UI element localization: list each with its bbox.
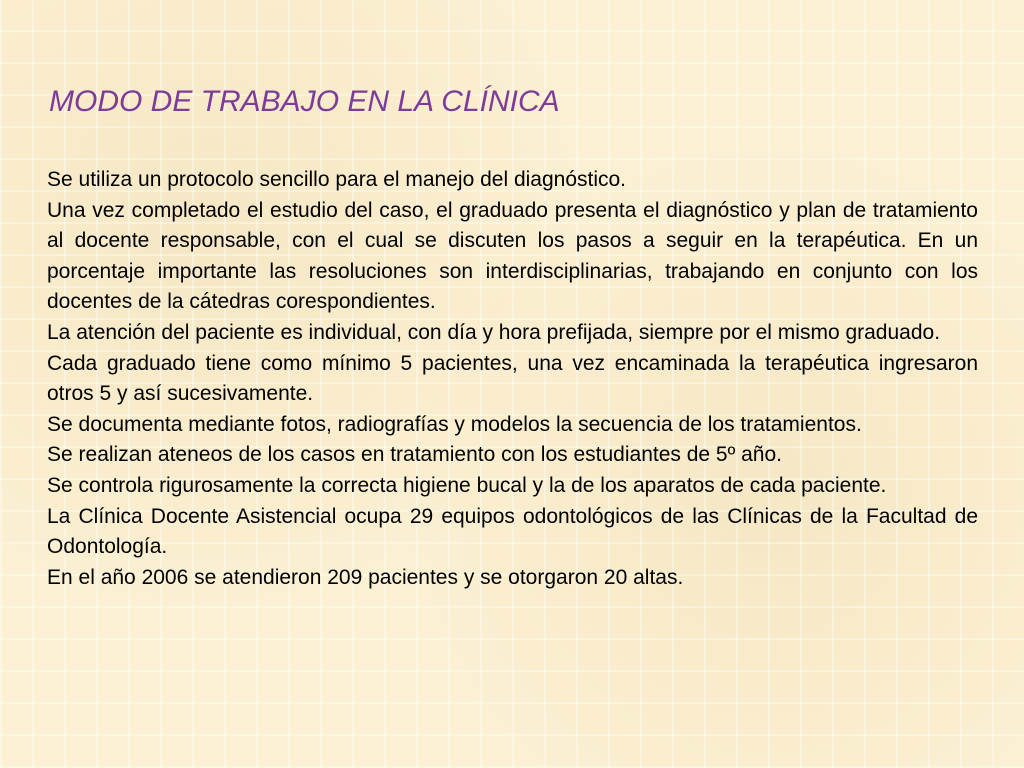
paragraph-statistics: En el año 2006 se atendieron 209 pacientes y se otorgaron 20 altas.	[47, 565, 684, 589]
paragraph-equipment: La Clínica Docente Asistencial ocupa 29 equipos odontológicos de las Clínicas de la Facultad de Odontología.	[47, 504, 978, 559]
slide-body	[47, 165, 978, 593]
slide-title: MODO DE TRABAJO EN LA CLÍNICA	[49, 85, 560, 118]
paragraph-diagnostic-protocol: Se utiliza un protocolo sencillo para el manejo del diagnóstico.	[47, 168, 627, 191]
paragraph-hygiene: Se controla rigurosamente la correcta higiene bucal y la de los aparatos de cada paciente.	[47, 473, 887, 497]
paragraph-patient-care: La atención del paciente es individual, con día y hora prefijada, siempre por el mismo graduado.	[47, 320, 941, 344]
paragraph-ateneos: Se realizan ateneos de los casos en tratamiento con los estudiantes de 5º año.	[47, 443, 782, 467]
paragraph-patient-count: Cada graduado tiene como mínimo 5 pacientes, una vez encaminada la terapéutica ingresaron otros 5 y así sucesivamente.	[47, 351, 978, 406]
paragraph-case-study: Una vez completado el estudio del caso, el graduado presenta el diagnóstico y plan de tratamiento al docente responsable, con el cual se discuten los pasos a seguir en la terapéutica. En un porcentaje importante las resoluciones son interdisciplinarias, trabajando en conjunto con los docentes de la cátedras corespondientes.	[47, 198, 978, 314]
paragraph-documentation: Se documenta mediante fotos, radiografías y modelos la secuencia de los tratamientos.	[47, 412, 862, 436]
